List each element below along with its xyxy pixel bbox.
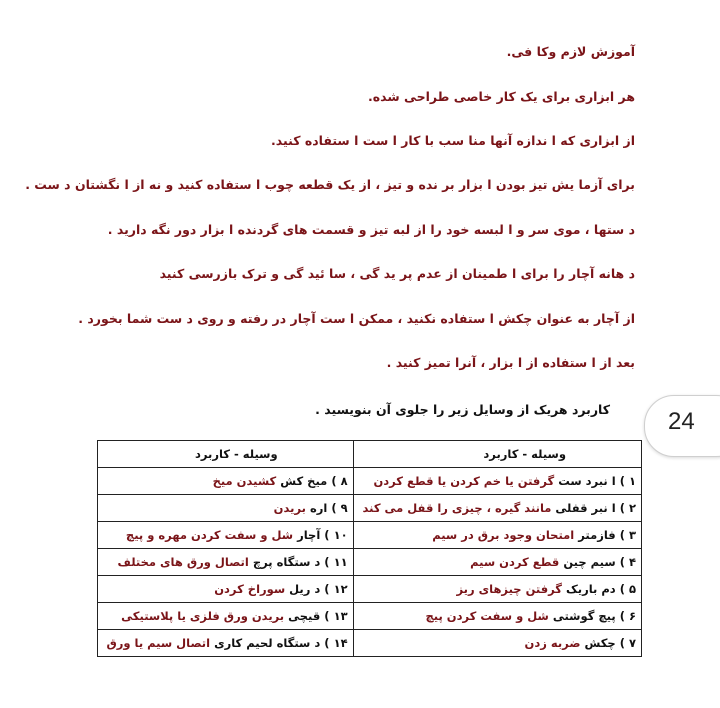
tool-name: ا نبر قفلی — [555, 501, 616, 515]
tool-usage: گرفتن چیزهای ریز — [456, 582, 562, 596]
table-cell — [98, 576, 354, 603]
tool-name: اره — [309, 501, 328, 515]
item-number: ۱۱ ) — [324, 555, 348, 569]
item-number: ۶ ) — [619, 609, 636, 623]
table-row — [98, 522, 642, 549]
text-line-3: از ابزاری که ا ندازه آنها منا سب با کار ا ست ا ستفاده کنید. — [271, 133, 635, 148]
item-number: ۱۴ ) — [324, 636, 348, 650]
tool-usage: ضربه زدن — [524, 636, 581, 650]
table-header-left: وسیله - کاربرد — [98, 441, 354, 468]
table-cell — [353, 603, 641, 630]
tool-name: چکش — [584, 636, 616, 650]
instruction-text: کاربرد هریک از وسایل زیر را جلوی آن بنویسید . — [315, 402, 610, 417]
tool-usage: گرفتن یا خم کردن یا قطع کردن — [373, 474, 555, 488]
tool-usage: قطع کردن سیم — [470, 555, 560, 569]
table-cell — [98, 495, 354, 522]
item-number: ۱۲ ) — [324, 582, 348, 596]
tool-name: ا نبرد ست — [558, 474, 616, 488]
tool-name: فازمتر — [578, 528, 616, 542]
tool-name: دم باریک — [566, 582, 616, 596]
tool-usage: شل و سفت کردن پیچ — [425, 609, 549, 623]
table-cell — [353, 576, 641, 603]
item-number: ۷ ) — [619, 636, 636, 650]
item-number: ۴ ) — [619, 555, 636, 569]
table-header-row — [98, 441, 642, 468]
tool-usage: اتصال ورق های مختلف — [117, 555, 249, 569]
table-row — [98, 603, 642, 630]
item-number: ۱۰ ) — [324, 528, 348, 542]
tool-name: میخ کش — [280, 474, 328, 488]
text-line-2: هر ابزاری برای یک کار خاصی طراحی شده. — [367, 89, 635, 104]
item-number: ۹ ) — [331, 501, 348, 515]
tool-usage: بریدن — [273, 501, 306, 515]
tool-usage: بریدن ورق فلزی یا پلاستیکی — [121, 609, 285, 623]
item-number: ۳ ) — [619, 528, 636, 542]
table-cell — [98, 522, 354, 549]
table-cell — [98, 549, 354, 576]
table-cell — [353, 468, 641, 495]
tool-name: پیچ گوشتی — [552, 609, 616, 623]
item-number: ۸ ) — [331, 474, 348, 488]
table-row — [98, 468, 642, 495]
table-cell — [353, 630, 641, 657]
tool-name: آچار — [297, 528, 321, 542]
text-line-7: از آچار به عنوان چکش ا ستفاده نکنید ، ممکن ا ست آچار در رفته و روی د ست شما بخورد . — [78, 311, 635, 326]
text-line-4: برای آزما یش تیز بودن ا بزار بر نده و تیز ، از یک قطعه چوب ا ستفاده کنید و نه از ا نگشتان د ست . — [25, 177, 635, 192]
table-cell — [353, 522, 641, 549]
tool-usage: امتحان وجود برق در سیم — [432, 528, 575, 542]
item-number: ۱۳ ) — [324, 609, 348, 623]
item-number: ۵ ) — [619, 582, 636, 596]
tool-name: د ستگاه پرچ — [252, 555, 321, 569]
table-row — [98, 495, 642, 522]
table-header-right: وسیله - کاربرد — [353, 441, 641, 468]
tool-name: سیم چین — [563, 555, 616, 569]
table-row — [98, 576, 642, 603]
tool-usage: مانند گیره ، چیزی را قفل می کند — [362, 501, 552, 515]
tool-usage: اتصال سیم یا ورق — [106, 636, 211, 650]
tool-name: قیچی — [288, 609, 321, 623]
tool-usage: سوراخ کردن — [214, 582, 286, 596]
text-line-5: د ستها ، موی سر و ا لبسه خود را از لبه تیز و قسمت های گردنده ا بزار دور نگه دارید . — [107, 222, 635, 237]
page-number: 24 — [668, 408, 695, 435]
item-number: ۲ ) — [619, 501, 636, 515]
table-row — [98, 549, 642, 576]
text-line-1: آموزش لازم وکا فی. — [506, 44, 635, 59]
tool-usage: کشیدن میخ — [212, 474, 277, 488]
table-cell — [98, 630, 354, 657]
text-line-8: بعد از ا ستفاده از ا بزار ، آنرا تمیز کنید . — [386, 355, 635, 370]
table-cell — [353, 549, 641, 576]
tool-name: د ستگاه لحیم کاری — [214, 636, 321, 650]
item-number: ۱ ) — [619, 474, 636, 488]
table-cell — [353, 495, 641, 522]
tools-table — [97, 440, 642, 657]
table-cell — [98, 603, 354, 630]
table-row — [98, 630, 642, 657]
tool-name: د ریل — [289, 582, 321, 596]
table-cell — [98, 468, 354, 495]
text-line-6: د هانه آچار را برای ا طمینان از عدم پر ید گی ، سا ئید گی و ترک بازرسی کنید — [159, 266, 635, 281]
tool-usage: شل و سفت کردن مهره و پیچ — [125, 528, 294, 542]
